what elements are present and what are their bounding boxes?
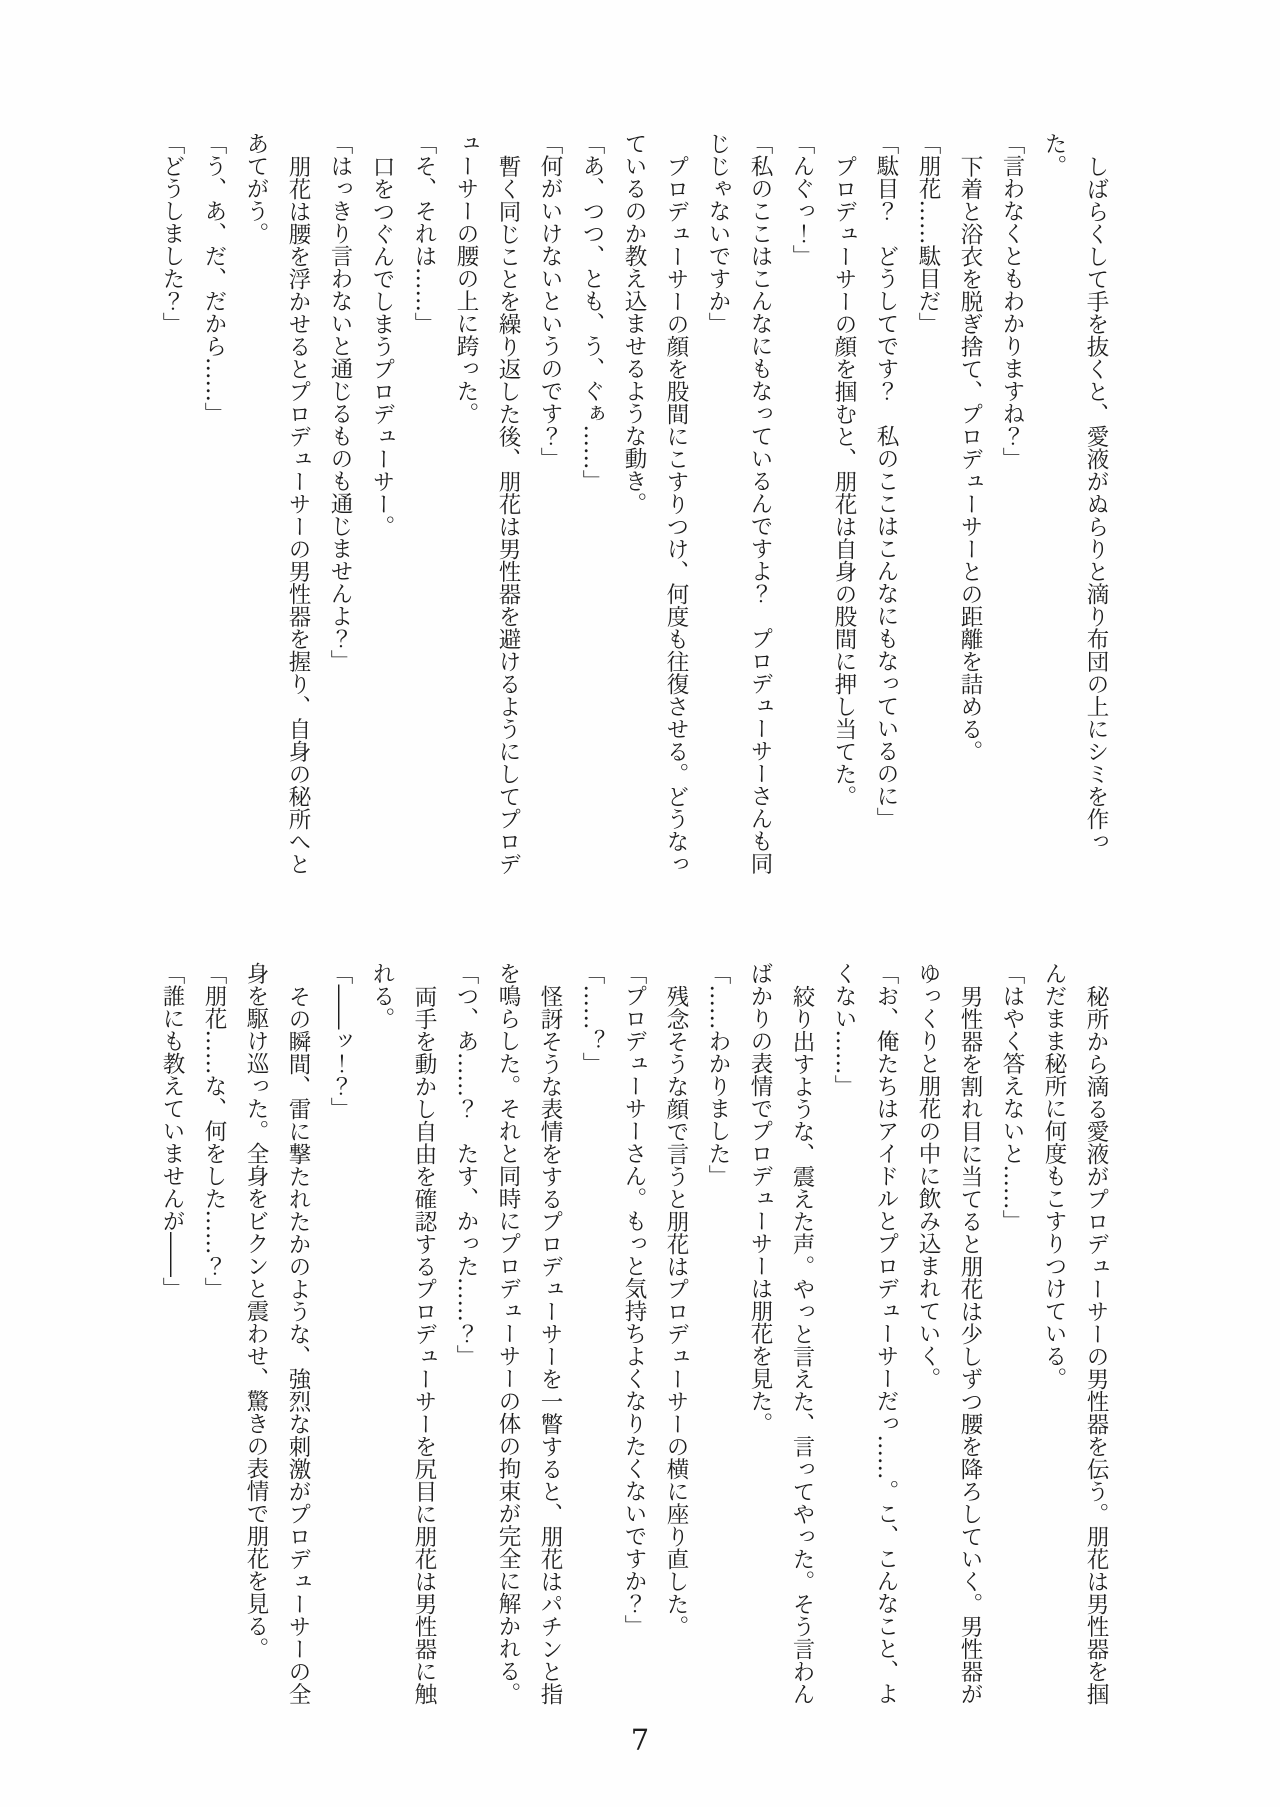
- dialogue-paragraph: 「はっきり言わないと通じるものも通じませんよ？」: [327, 132, 353, 672]
- dialogue-paragraph: 「あ、つつ、とも、う、ぐぁ……」: [579, 132, 605, 492]
- narration-paragraph: プロデューサーの顔を股間にこすりつけ、何度も往復させる。どうなっているのか教え込ませるような動き。: [621, 132, 689, 875]
- narration-paragraph: 朋花は腰を浮かせるとプロデューサーの男性器を握り、自身の秘所へとあてがう。: [243, 132, 311, 875]
- narration-paragraph: しばらくして手を抜くと、愛液がぬらりと滴り布団の上にシミを作った。: [1041, 132, 1109, 852]
- narration-paragraph: 下着と浴衣を脱ぎ捨て、プロデューサーとの距離を詰める。: [957, 154, 983, 762]
- text-section-bottom: [151, 962, 1117, 1707]
- narration-paragraph: 秘所から滴る愛液がプロデューサーの男性器を伝う。朋花は男性器を掴んだまま秘所に何度もこすりつけている。: [1041, 962, 1109, 1705]
- dialogue-paragraph: 「んぐっ！」: [789, 132, 815, 267]
- dialogue-paragraph: 「はやく答えないと……」: [999, 962, 1025, 1232]
- narration-paragraph: その瞬間、雷に撃たれたかのような、強烈な刺激がプロデューサーの全身を駆け巡った。全身をビクンと震わせ、驚きの表情で朋花を見る。: [243, 962, 311, 1705]
- dialogue-paragraph: 「プロデューサーさん。もっと気持ちよくなりたくないですか？」: [621, 962, 647, 1637]
- narration-paragraph: 怪訝そうな表情をするプロデューサーを一瞥すると、朋花はパチンと指を鳴らした。それと同時にプロデューサーの体の拘束が完全に解かれる。: [495, 962, 563, 1705]
- dialogue-paragraph: 「そ、それは……」: [411, 132, 437, 335]
- narration-paragraph: 男性器を割れ目に当てると朋花は少しずつ腰を降ろしていく。男性器がゆっくりと朋花の中に飲み込まれていく。: [915, 962, 983, 1705]
- dialogue-paragraph: 「つ、あ……？ たす、かった……？」: [453, 962, 479, 1367]
- dialogue-paragraph: 「――ッ！？」: [327, 962, 353, 1120]
- dialogue-paragraph: 「……？」: [579, 962, 605, 1075]
- narration-paragraph: 両手を動かし自由を確認するプロデューサーを尻目に朋花は男性器に触れる。: [369, 962, 437, 1705]
- dialogue-paragraph: 「う、あ、だ、だから……」: [201, 132, 227, 425]
- narration-paragraph: 残念そうな顔で言うと朋花はプロデューサーの横に座り直した。: [663, 984, 689, 1637]
- dialogue-paragraph: 「朋花……駄目だ」: [915, 132, 941, 335]
- dialogue-paragraph: 「誰にも教えていませんが――」: [159, 962, 185, 1300]
- narration-paragraph: 口をつぐんでしまうプロデューサー。: [369, 154, 395, 537]
- narration-paragraph: プロデューサーの顔を掴むと、朋花は自身の股間に押し当てた。: [831, 154, 857, 807]
- dialogue-paragraph: 「言わなくともわかりますね？」: [999, 132, 1025, 470]
- narration-paragraph: 暫く同じことを繰り返した後、朋花は男性器を避けるようにしてプロデューサーの腰の上に跨った。: [453, 132, 521, 875]
- dialogue-paragraph: 「……わかりました」: [705, 962, 731, 1187]
- narration-paragraph: 絞り出すような、震えた声。やっと言えた、言ってやった。そう言わんばかりの表情でプロデューサーは朋花を見た。: [747, 962, 815, 1705]
- dialogue-paragraph: 「お、俺たちはアイドルとプロデューサーだっ……。こ、こんなこと、よくない……」: [831, 962, 899, 1705]
- page-number: 7: [630, 1723, 650, 1757]
- text-section-top: [151, 132, 1117, 877]
- dialogue-paragraph: 「どうしました？」: [159, 132, 185, 335]
- dialogue-paragraph: 「私のここはこんなにもなっているんですよ？ プロデューサーさんも同じじゃないですか」: [705, 132, 773, 875]
- dialogue-paragraph: 「朋花……な、何をした……？」: [201, 962, 227, 1300]
- dialogue-paragraph: 「何がいけないというのです？」: [537, 132, 563, 470]
- dialogue-paragraph: 「駄目？ どうしてです？ 私のここはこんなにもなっているのに」: [873, 132, 899, 830]
